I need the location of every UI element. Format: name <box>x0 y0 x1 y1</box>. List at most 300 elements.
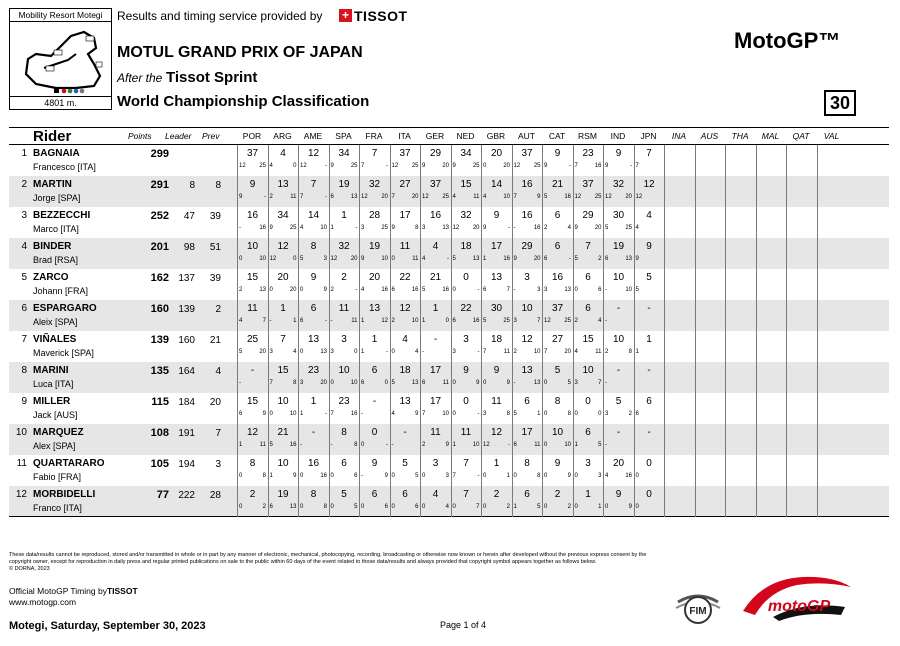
result-cell <box>481 424 511 455</box>
gap-to-leader: 8 <box>189 180 195 191</box>
sprint-points: 2 <box>544 225 548 231</box>
sprint-points: 0 <box>391 349 395 355</box>
race-points: 9 <box>537 194 541 200</box>
event-points: 6 <box>341 458 347 469</box>
sprint-points: 9 <box>239 194 243 200</box>
rider-points: 291 <box>150 179 169 191</box>
sprint-race-split <box>239 442 266 448</box>
result-cell <box>268 393 298 424</box>
result-cell <box>420 486 450 517</box>
event-points: 21 <box>551 179 564 190</box>
sprint-race-split <box>300 473 327 479</box>
race-points: 4 <box>445 504 449 510</box>
sprint-race-split <box>453 256 480 262</box>
table-row <box>9 362 889 393</box>
rider-first-name-nation: Jorge [SPA] <box>33 193 81 203</box>
sprint-points: 12 <box>300 163 307 169</box>
rider-points: 139 <box>150 334 169 346</box>
result-cell <box>695 424 725 455</box>
event-points: 5 <box>615 396 622 407</box>
sprint-race-split <box>361 225 388 231</box>
result-cell <box>695 300 725 331</box>
rider-first-name-nation: Brad [RSA] <box>33 255 79 265</box>
sprint-race-split <box>605 473 632 479</box>
result-cell <box>512 300 542 331</box>
race-points: 9 <box>384 473 388 479</box>
sprint-points: 0 <box>452 380 456 386</box>
timing-prefix: Official MotoGP Timing by <box>9 586 107 596</box>
result-cell <box>603 331 633 362</box>
rider-position: 3 <box>21 210 27 221</box>
event-points: 9 <box>615 148 622 159</box>
sprint-race-split <box>453 442 480 448</box>
sprint-points: 2 <box>239 287 243 293</box>
sprint-points: 3 <box>483 411 487 417</box>
event-points: 0 <box>463 272 469 283</box>
sprint-race-split <box>575 287 602 293</box>
result-cell <box>786 393 816 424</box>
standings-table <box>9 127 889 517</box>
sprint-race-split <box>636 504 663 510</box>
event-points: 1 <box>493 458 500 469</box>
sprint-race-split <box>453 225 480 231</box>
event-points: 2 <box>554 489 561 500</box>
event-points: 27 <box>399 179 411 190</box>
race-points: 7 <box>476 504 480 510</box>
gap-to-previous: 8 <box>215 180 221 191</box>
gap-to-leader: 164 <box>178 366 195 377</box>
event-points: 16 <box>521 179 533 190</box>
sprint-points: 6 <box>452 318 456 324</box>
sprint-points: 1 <box>330 225 334 231</box>
result-cell <box>634 331 664 362</box>
result-cell <box>329 269 359 300</box>
result-cell <box>390 145 420 176</box>
sprint-points: 12 <box>574 194 582 200</box>
result-cell <box>481 238 511 269</box>
sprint-race-split <box>483 504 510 510</box>
sprint-race-split <box>422 349 449 355</box>
sprint-points: 12 <box>544 318 551 324</box>
result-cell <box>298 176 328 207</box>
sprint-race-split <box>483 380 510 386</box>
sprint-race-split <box>544 287 571 293</box>
event-header-ger: GER <box>425 131 445 141</box>
sprint-points: 4 <box>361 287 365 293</box>
event-points: 1 <box>310 396 317 407</box>
race-points: 10 <box>533 349 541 355</box>
sprint-points: 6 <box>239 411 243 417</box>
race-points: 16 <box>289 442 297 448</box>
event-points: - <box>647 427 651 438</box>
event-points: 20 <box>490 148 503 159</box>
table-body <box>9 145 889 517</box>
race-points: 11 <box>351 318 358 324</box>
race-points: - <box>325 411 327 417</box>
event-points: 14 <box>490 179 503 190</box>
sprint-points: 0 <box>483 473 487 479</box>
sprint-points: - <box>361 411 363 417</box>
result-cell <box>512 269 542 300</box>
sprint-points: 1 <box>635 349 639 355</box>
event-points: 14 <box>307 210 320 221</box>
event-points: 4 <box>402 334 408 345</box>
sprint-points: 9 <box>544 163 548 169</box>
sprint-points: 0 <box>483 380 487 386</box>
event-points: 1 <box>646 334 652 345</box>
sprint-race-split <box>514 349 541 355</box>
sprint-race-split <box>270 256 297 262</box>
event-points: 23 <box>582 148 594 159</box>
sprint-race-split <box>300 256 327 262</box>
sprint-race-split <box>514 411 541 417</box>
sprint-race-split <box>483 194 510 200</box>
result-cell <box>817 238 847 269</box>
result-cell <box>603 300 633 331</box>
motogp-logo-icon <box>733 571 863 625</box>
event-header-arg: ARG <box>273 131 292 141</box>
event-points: 18 <box>460 241 472 252</box>
race-points: 3 <box>445 473 449 479</box>
gap-to-leader: 47 <box>183 211 195 222</box>
result-cell <box>573 207 603 238</box>
race-points: - <box>386 442 388 448</box>
event-points: 7 <box>463 458 469 469</box>
sprint-points: 0 <box>452 411 456 417</box>
result-cell <box>542 486 572 517</box>
tissot-cross-icon: + <box>339 9 352 22</box>
event-points: 7 <box>585 241 591 252</box>
event-points: - <box>403 427 407 438</box>
result-cell <box>786 269 816 300</box>
result-cell <box>268 269 298 300</box>
event-points: 10 <box>612 334 625 345</box>
result-cell <box>725 300 755 331</box>
event-header-fra: FRA <box>365 131 383 141</box>
timing-brand: TISSOT <box>106 586 138 596</box>
result-cell <box>573 362 603 393</box>
sprint-race-split <box>361 411 388 417</box>
rider-position: 2 <box>21 179 27 190</box>
rider-first-name-nation: Alex [SPA] <box>33 441 76 451</box>
event-header-mal: MAL <box>761 131 780 141</box>
sprint-race-split <box>636 225 663 231</box>
sprint-points: 1 <box>483 256 487 262</box>
result-cell <box>359 362 389 393</box>
race-points: 6 <box>598 287 602 293</box>
sprint-points: 7 <box>269 380 273 386</box>
result-cell <box>420 207 450 238</box>
sprint-race-split <box>361 194 388 200</box>
result-cell <box>268 424 298 455</box>
rider-points: 135 <box>150 365 169 377</box>
result-cell <box>298 486 328 517</box>
rider-position: 8 <box>21 365 27 376</box>
event-points: 8 <box>310 241 317 252</box>
race-points: 13 <box>320 349 327 355</box>
result-cell <box>542 269 572 300</box>
result-cell <box>390 300 420 331</box>
event-points: 0 <box>646 489 652 500</box>
result-cell <box>573 486 603 517</box>
race-points: 5 <box>354 504 358 510</box>
result-cell <box>573 331 603 362</box>
result-cell <box>664 300 694 331</box>
event-points: 17 <box>490 241 503 252</box>
result-cell <box>420 145 450 176</box>
sprint-race-split <box>300 225 327 231</box>
result-cell <box>481 176 511 207</box>
result-cell <box>573 269 603 300</box>
event-points: 7 <box>310 179 317 190</box>
sprint-race-split <box>270 349 297 355</box>
rider-position: 4 <box>21 241 27 252</box>
race-points: - <box>569 256 571 262</box>
gap-to-leader: 191 <box>178 428 195 439</box>
copyright-line: © DORNA, 2023 <box>9 566 50 572</box>
sprint-points: 0 <box>574 473 578 479</box>
gap-to-previous: 51 <box>209 242 221 253</box>
table-header <box>9 127 889 145</box>
event-points: 9 <box>310 272 317 283</box>
sprint-race-split <box>544 349 571 355</box>
rider-name: MARTIN <box>33 179 72 190</box>
gap-to-leader: 137 <box>178 273 195 284</box>
sprint-points: 4 <box>269 163 273 169</box>
event-points: 20 <box>368 272 381 283</box>
event-points: - <box>616 427 621 438</box>
result-cell <box>359 176 389 207</box>
result-cell <box>268 207 298 238</box>
race-points: 9 <box>415 411 419 417</box>
result-cell <box>359 393 389 424</box>
sprint-points: 3 <box>605 411 609 417</box>
rider-points: 162 <box>150 272 169 284</box>
result-cell <box>451 424 481 455</box>
sprint-race-split <box>544 411 571 417</box>
sprint-race-split <box>300 349 327 355</box>
result-cell <box>268 331 298 362</box>
sprint-points: 0 <box>391 256 395 262</box>
result-cell <box>268 145 298 176</box>
rider-name: MARQUEZ <box>33 427 84 438</box>
sprint-race-split <box>544 163 571 169</box>
result-cell <box>725 455 755 486</box>
event-points: 37 <box>246 148 259 159</box>
sprint-race-split <box>514 473 541 479</box>
race-points: 13 <box>625 256 632 262</box>
sprint-points: 1 <box>574 442 578 448</box>
result-cell <box>512 207 542 238</box>
result-cell <box>756 362 786 393</box>
result-cell <box>603 362 633 393</box>
sprint-race-split <box>270 442 297 448</box>
sprint-race-split <box>453 163 480 169</box>
sprint-race-split <box>239 349 266 355</box>
event-points: 30 <box>612 210 625 221</box>
race-points: 16 <box>564 194 571 200</box>
race-points: - <box>325 318 327 324</box>
sprint-points: 7 <box>452 473 456 479</box>
sprint-race-split <box>605 349 632 355</box>
race-points: 20 <box>381 194 388 200</box>
result-cell <box>237 393 267 424</box>
event-points: 5 <box>341 489 347 500</box>
sprint-points: 7 <box>635 163 639 169</box>
sprint-points: - <box>269 318 272 324</box>
result-cell <box>786 455 816 486</box>
race-points: - <box>355 287 358 293</box>
event-points: 16 <box>307 458 320 469</box>
sprint-points: 5 <box>635 287 639 293</box>
table-row <box>9 300 889 331</box>
sprint-points: 7 <box>300 194 304 200</box>
table-row <box>9 486 889 517</box>
gap-to-previous: 20 <box>209 397 221 408</box>
event-header-aut: AUT <box>518 131 535 141</box>
race-points: 5 <box>415 473 419 479</box>
sprint-race-split <box>361 163 388 169</box>
race-points: - <box>477 473 480 479</box>
race-points: 11 <box>503 349 510 355</box>
result-cell <box>542 424 572 455</box>
sprint-race-split <box>453 411 480 417</box>
sprint-points: 0 <box>513 473 517 479</box>
race-points: 13 <box>564 287 571 293</box>
result-cell <box>451 238 481 269</box>
race-points: 7 <box>537 318 541 324</box>
race-points: 8 <box>628 349 632 355</box>
result-cell <box>329 424 359 455</box>
rider-first-name-nation: Maverick [SPA] <box>33 348 94 358</box>
result-cell <box>268 486 298 517</box>
sprint-points: 7 <box>513 194 517 200</box>
result-cell <box>756 176 786 207</box>
result-cell <box>420 455 450 486</box>
result-cell <box>237 269 267 300</box>
result-cell <box>634 176 664 207</box>
sprint-race-split <box>575 318 602 324</box>
sprint-points: 0 <box>269 287 273 293</box>
sprint-race-split <box>392 318 419 324</box>
result-cell <box>512 176 542 207</box>
sprint-race-split <box>331 287 358 293</box>
result-cell <box>359 269 389 300</box>
race-points: 25 <box>533 163 541 169</box>
sprint-points: 4 <box>574 349 578 355</box>
result-cell <box>664 424 694 455</box>
result-cell <box>817 269 847 300</box>
event-points: 9 <box>493 210 500 221</box>
result-cell <box>298 362 328 393</box>
sprint-race-split <box>544 473 571 479</box>
event-header-ita: ITA <box>398 131 411 141</box>
event-points: 12 <box>643 179 655 190</box>
event-points: 37 <box>399 148 411 159</box>
fim-logo-icon <box>674 588 722 626</box>
event-points: 13 <box>307 334 320 345</box>
website-link[interactable]: www.motogp.com <box>9 597 77 607</box>
event-points: 9 <box>249 179 256 190</box>
event-points: 15 <box>246 396 259 407</box>
race-points: 10 <box>564 442 571 448</box>
race-points: - <box>477 349 480 355</box>
race-points: 11 <box>442 380 449 386</box>
sprint-race-split <box>239 194 266 200</box>
event-points: 2 <box>493 489 500 500</box>
sprint-race-split <box>270 225 297 231</box>
sprint-race-split <box>544 194 571 200</box>
event-points: 8 <box>554 396 561 407</box>
sprint-points: 0 <box>300 473 304 479</box>
session-line <box>117 69 257 86</box>
event-points: 13 <box>399 396 411 407</box>
event-points: 2 <box>249 489 256 500</box>
event-points: 7 <box>371 148 378 159</box>
event-points: 32 <box>612 179 625 190</box>
event-points: 37 <box>551 303 564 314</box>
sprint-race-split <box>544 504 571 510</box>
result-cell <box>329 145 359 176</box>
race-points: - <box>508 442 510 448</box>
result-cell <box>512 238 542 269</box>
sprint-race-split <box>575 380 602 386</box>
sprint-race-split <box>483 225 510 231</box>
race-points: 8 <box>293 380 297 386</box>
circuit-panel <box>9 8 112 110</box>
rider-first-name-nation: Jack [AUS] <box>33 410 78 420</box>
gap-to-previous: 21 <box>209 335 221 346</box>
event-points: 12 <box>521 334 533 345</box>
sprint-points: 0 <box>483 504 487 510</box>
event-points: 9 <box>371 458 378 469</box>
race-points: 9 <box>323 287 327 293</box>
sprint-race-split <box>239 504 266 510</box>
result-cell <box>634 455 664 486</box>
result-cell <box>725 176 755 207</box>
sprint-points: - <box>513 225 516 231</box>
result-cell <box>634 145 664 176</box>
race-points: - <box>630 163 632 169</box>
result-cell <box>512 424 542 455</box>
race-points: 5 <box>598 442 602 448</box>
sprint-race-split <box>483 256 510 262</box>
result-cell <box>542 207 572 238</box>
sprint-points: 9 <box>452 163 456 169</box>
event-points: 10 <box>338 365 350 376</box>
event-points: 29 <box>521 241 533 252</box>
event-points: - <box>250 365 255 376</box>
result-cell <box>817 486 847 517</box>
rider-points: 77 <box>156 489 169 501</box>
event-points: 19 <box>368 241 381 252</box>
sprint-race-split <box>300 318 327 324</box>
race-points: 0 <box>293 256 297 262</box>
event-header-aus: AUS <box>700 131 719 141</box>
sprint-race-split <box>636 256 663 262</box>
event-points: 4 <box>646 210 652 221</box>
result-cell <box>420 300 450 331</box>
event-header-qat: QAT <box>792 131 810 141</box>
race-points: - <box>447 256 449 262</box>
race-points: - <box>264 194 266 200</box>
rider-first-name-nation: Aleix [SPA] <box>33 317 78 327</box>
result-cell <box>756 238 786 269</box>
sprint-points: 5 <box>300 256 304 262</box>
result-cell <box>664 176 694 207</box>
race-points: 16 <box>442 287 449 293</box>
sprint-race-split <box>239 287 266 293</box>
